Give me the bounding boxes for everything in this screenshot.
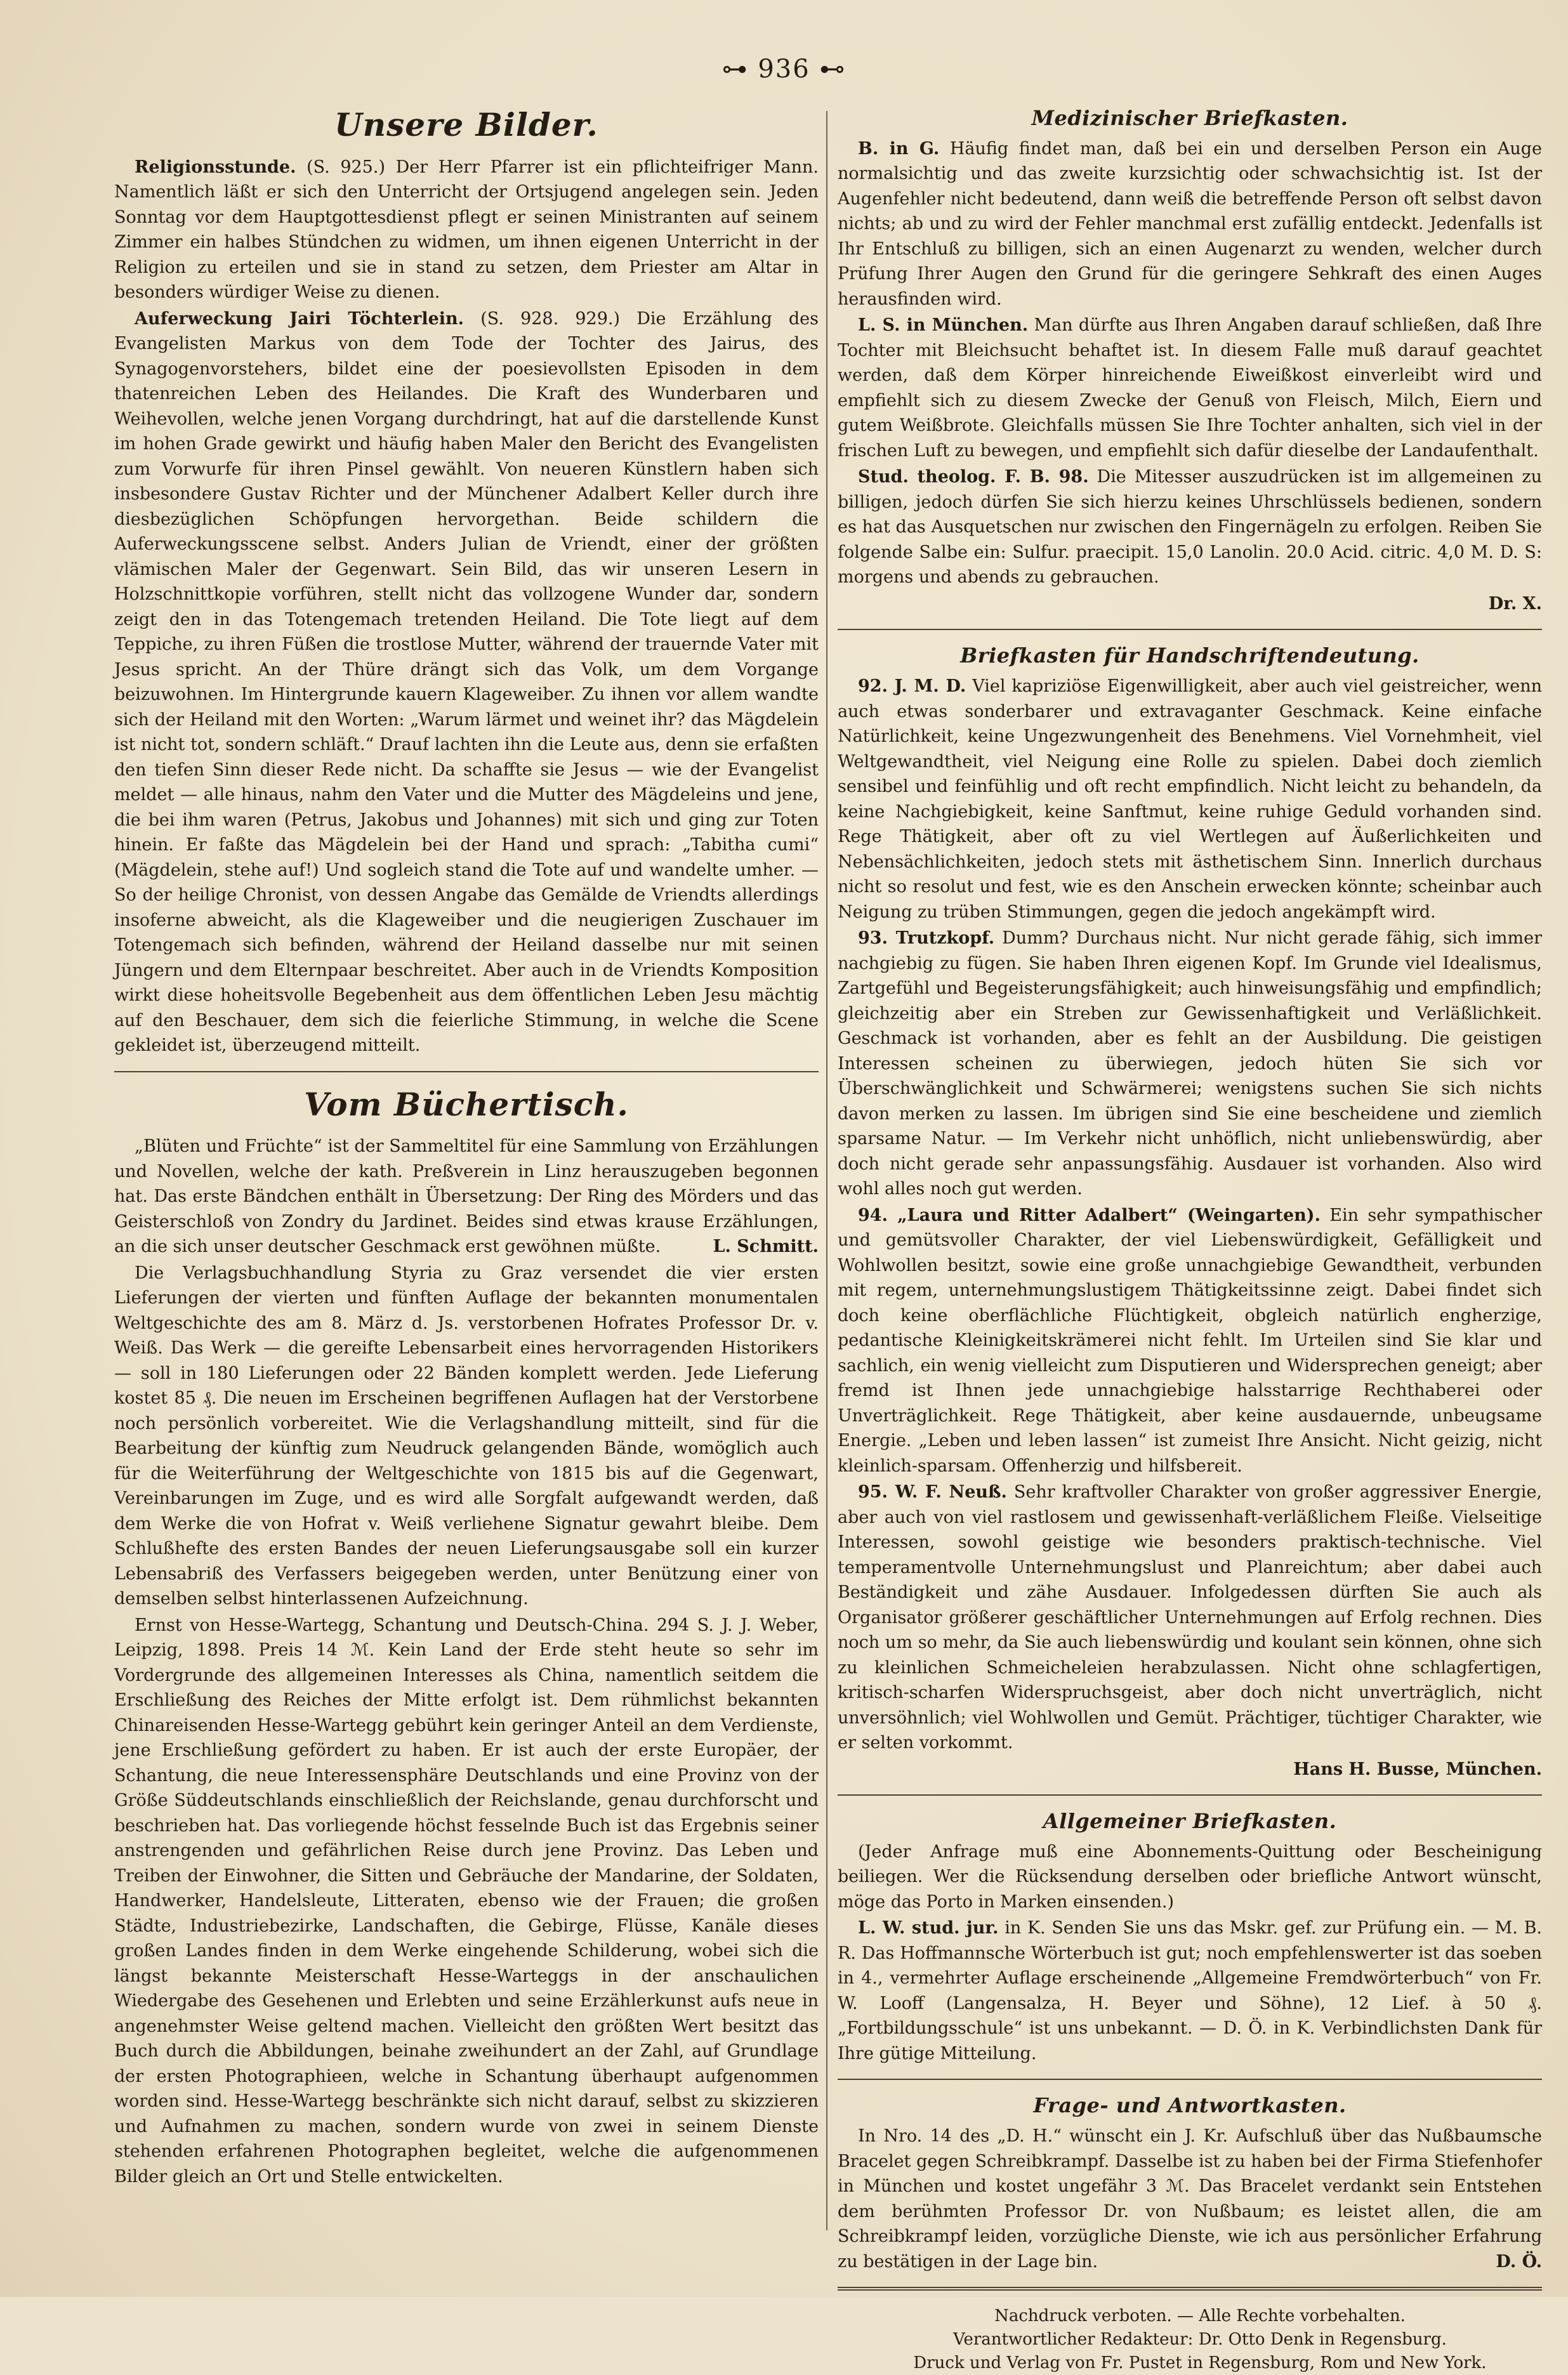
letter-item xyxy=(838,2124,1542,2274)
letter-signature: Dr. X. xyxy=(1488,593,1542,614)
section-title-handschriften: Briefkasten für Handschriftendeutung. xyxy=(960,643,1420,668)
section-divider xyxy=(838,1794,1542,1796)
page-number: ⊶ 936 ⊷ xyxy=(721,55,847,84)
section-title-medizinisch: Medizinischer Briefkasten. xyxy=(1031,106,1348,130)
review-bluten-und-fruchte xyxy=(114,1134,819,1260)
letter-item xyxy=(838,1916,1542,2066)
letter-text: Häufig findet man, daß bei ein und derselben Person ein Auge normalsichtig und das zweite kurzsichtig oder schwachsichtig ist. Ist der Augenfehler nicht bedeutend, dann weiß die betreffende Person oft selbst davon nichts; ab und zu wird der Fehler manchmal erst zufällig entdeckt. Jedenfalls ist Ihr Entschluß zu billigen, sich an einen Augenarzt zu wenden, welcher durch Prüfung Ihrer Augen den Grund für die geringere Sehkraft des einen Auges herausfinden wird. xyxy=(838,138,1543,309)
letter-lead: L. W. stud. jur. xyxy=(858,1918,999,1938)
right-column xyxy=(838,106,1543,2373)
review-text: „Blüten und Früchte“ ist der Sammeltitel für eine Sammlung von Erzählungen und Novellen, welche der kath. Preßverein in Linz herauszugeben begonnen hat. Das erste Bändchen enthält in Übersetzung: Der Ring des Mörders und das Geisterschloß von Zondry du Jardinet. Beides sind etwas krause Erzählungen, an die sich unser deutscher Geschmack erst gewöhnen müßte. xyxy=(114,1136,819,1256)
article-text: (S. 928. 929.) Die Erzählung des Evangelisten Markus von dem Tode der Tochter des Jairus, des Synagogenvorstehers, bildet eine der poesievollsten Episoden in dem thatenreichen Leben des Heilandes. Die Kraft des Wunderbaren und Weihevollen, welche jenen Vorgang durchdringt, hat auf die darstellende Kunst im hohen Grade gewirkt und häufig haben Maler den Bericht des Evangelisten zum Vorwurfe für ihren Pinsel gewählt. Von neueren Künstlern haben sich insbesondere Gustav Richter und der Münchener Adalbert Keller durch ihre diesbezüglichen Schöpfungen hervorgethan. Beide schildern die Auferweckungsscene selbst. Anders Julian de Vriendt, einer der größten vlämischen Maler der Gegenwart. Sein Bild, das wir unseren Lesern in Holzschnittkopie vorführen, stellt nicht das vollzogene Wunder dar, sondern zeigt den in das Totengemach tretenden Heiland. Die Tote liegt auf dem Teppiche, zu ihren Füßen die trostlose Mutter, während der trauernde Vater mit Jesus spricht. An der Thüre drängt sich das Volk, um dem Vorgange beizuwohnen. Im Hintergrunde kauern Klageweiber. Zu ihnen vor allem wandte sich der Heiland mit den Worten: „Warum lärmet und weinet ihr? das Mägdelein ist nicht tot, sondern schläft.“ Drauf lachten ihn die Leute aus, denn sie erfaßten den tiefen Sinn dieser Rede nicht. Da schaffte sie Jesus — wie der Evangelist meldet — alle hinaus, nahm den Vater und die Mutter des Mägdeleins und jene, die bei ihm waren (Petrus, Jakobus und Johannes) mit sich und ging zur Toten hinein. Er faßte das Mägdelein bei der Hand und sprach: „Tabitha cumi“ (Mägdelein, stehe auf!) Und sogleich stand die Tote auf und wandelte umher. — So der heilige Chronist, von dessen Angabe das Gemälde de Vriendts allerdings insoferne abweicht, als die Klageweiber und die neugierigen Zuschauer im Totengemach sich befinden, während der Heiland dasselbe nur mit seinen Jüngern und dem Elternpaar beschreitet. Aber auch in de Vriendts Komposition wirkt diese hoheitsvolle Begebenheit aus dem öffentlichen Leben Jesu mächtig auf den Beschauer, dem sich die feierliche Stimmung, in welche die Scene gekleidet ist, überzeugend mitteilt. xyxy=(114,308,819,1055)
letter-signature: Hans H. Busse, München. xyxy=(1293,1759,1542,1779)
letter-item xyxy=(838,674,1542,924)
letter-item xyxy=(838,313,1542,463)
letter-text: Ein sehr sympathischer und gemütsvoller Charakter, der viel Liebenswürdigkeit, Gefälligkeit und Wohlwollen besitzt, sowie eine große unnachgiebige Gewandtheit, verbunden mit regem, unternehmungslustigem Thätigkeitssinne zeigt. Dabei findet sich doch keine oberflächliche Flüchtigkeit, obgleich natürlich engherzige, pedantische Kleinigkeitskrämerei nicht fehlt. Im Urteilen sind Sie klar und sachlich, ein wenig vielleicht zum Disputieren und Widersprechen geneigt; aber fremd ist Ihnen jede unnachgiebige halsstarrige Rechthaberei oder Unverträglichkeit. Rege Thätigkeit, aber keine ausdauernde, unbeugsame Energie. „Leben und leben lassen“ ist zumeist Ihre Ansicht. Nicht geizig, nicht kleinlich-sparsam. Offenherzig und hilfsbereit. xyxy=(838,1205,1542,1476)
letter-item xyxy=(838,926,1542,1202)
article-lead: Auferweckung Jairi Töchterlein. xyxy=(135,308,464,329)
section-title-buechertisch: Vom Büchertisch. xyxy=(304,1085,629,1123)
letter-text: In Nro. 14 des „D. H.“ wünscht ein J. Kr. Aufschluß über das Nußbaumsche Bracelet gegen Schreibkrampf. Dasselbe ist zu haben bei der Firma Stiefenhofer in München und kostet ungefähr 3 ℳ. Das Bracelet verdankt sein Entstehen dem berühmten Professor Dr. von Nußbaum; es leistet allen, die am Schreibkrampf leiden, vorzügliche Dienste, wie ich aus persönlicher Erfahrung zu bestätigen in der Lage bin. xyxy=(838,2126,1542,2272)
section-divider xyxy=(838,629,1542,630)
letter-item xyxy=(838,136,1542,312)
imprint xyxy=(838,2305,1542,2375)
letter-lead: B. in G. xyxy=(858,138,940,159)
imprint-line: Nachdruck verboten. — Alle Rechte vorbehalten. xyxy=(994,2306,1406,2326)
article-auferweckung xyxy=(114,306,819,1058)
review-weltgeschichte: Die Verlagsbuchhandlung Styria zu Graz versendet die vier ersten Lieferungen der vierten und fünften Auflage der bekannten monumentalen Weltgeschichte des am 8. März d. Js. verstorbenen Hofrates Professor Dr. v. Weiß. Das Werk — die gereifte Lebensarbeit eines hervorragenden Historikers — soll in 180 Lieferungen oder 22 Bänden komplett werden. Jede Lieferung kostet 85 ₰. Die neuen im Erscheinen begriffenen Auflagen hat der Verstorbene noch persönlich vorbereitet. Wie die Verlagshandlung mitteilt, sind für die Bearbeitung der künftig zum Neudruck gelangenden Bände, womöglich auch für die Weiterführung der Weltgeschichte von 1815 bis auf die Gegenwart, Vereinbarungen im Zuge, und es wird alle Sorgfalt aufgewandt werden, daß dem Werke die von Hofrat v. Weiß verliehene Signatur gewahrt bleibe. Dem Schlußhefte des ersten Bandes der neuen Lieferungsausgabe soll ein kurzer Lebensabriß des Verfassers beigegeben werden, unter Benützung einer von demselben selbst hinterlassenen Aufzeichnung. xyxy=(114,1263,819,1609)
letter-lead: 92. J. M. D. xyxy=(858,676,966,697)
section-title-unsere-bilder: Unsere Bilder. xyxy=(334,106,598,143)
footer-divider xyxy=(838,2287,1542,2291)
review-schantung: Ernst von Hesse-Wartegg, Schantung und Deutsch-China. 294 S. J. J. Weber, Leipzig, 1898. Preis 14 ℳ. Kein Land der Erde steht heute so sehr im Vordergrunde des allgemeinen Interesses als China, namentlich seitdem die Erschließung des Reiches der Mitte erfolgt ist. Dem rühmlichst bekannten Chinareisenden Hesse-Wartegg gebührt kein geringer Anteil an dem Verdienste, jene Erschließung gefördert zu haben. Er ist auch der erste Europäer, der Schantung, die neue Interessensphäre Deutschlands und eine Provinz von der Größe Süddeutschlands einschließlich der Reichslande, genau durchforscht und beschrieben hat. Das vorliegende höchst fesselnde Buch ist das Ergebnis seiner anstrengenden und gefährlichen Reise durch jene Provinz. Das Leben und Treiben der Einwohner, die Sitten und Gebräuche der Mandarine, der Soldaten, Handwerker, Handelsleute, Litteraten, ebenso wie der Frauen; die großen Städte, Industriebezirke, Landschaften, die Gebirge, Flüsse, Kanäle dieses großen Landes finden in dem Werke eingehende Schilderung, wobei sich die längst bekannte Meisterschaft Hesse-Warteggs in der anschaulichen Wiedergabe des Gesehenen und Erlebten und seine Erzählerkunst aufs neue in angenehmster Weise geltend machen. Vielleicht den größten Wert besitzt das Buch durch die Abbildungen, beinahe zweihundert an der Zahl, auf Grundlage der ersten Photographieen, welche in Schantung überhaupt aufgenommen worden sind. Hesse-Wartegg beschränkte sich nicht darauf, selbst zu skizzieren und Aufnahmen zu machen, sondern wurde von zwei in seinem Dienste stehenden erfahrenen Photographen begleitet, welche die aufgenommenen Bilder gleich an Ort und Stelle entwickelten. xyxy=(114,1615,819,2187)
section-divider xyxy=(838,2079,1542,2080)
section-title-allgemein: Allgemeiner Briefkasten. xyxy=(1043,1809,1337,1834)
letter-item xyxy=(838,1480,1542,1756)
letter-text: in K. Senden Sie uns das Mskr. gef. zur Prüfung ein. — M. B. R. Das Hoffmannsche Wörterbuch ist gut; noch empfehlenswerter ist das soeben in 4., vermehrter Auflage erscheinende „Allgemeine Fremdwörterbuch“ von Fr. W. Looff (Langensalza, H. Beyer und Söhne), 12 Lief. à 50 ₰. „Fortbildungsschule“ ist uns unbekannt. — D. Ö. in K. Verbindlichsten Dank für Ihre gütige Mitteilung. xyxy=(838,1918,1542,2063)
letter-lead: Stud. theolog. F. B. 98. xyxy=(858,467,1089,487)
letter-lead: 93. Trutzkopf. xyxy=(858,928,995,949)
column-divider xyxy=(826,111,827,2230)
review-signature: L. Schmitt. xyxy=(713,1237,819,1256)
section-title-frage: Frage- und Antwortkasten. xyxy=(1033,2093,1347,2118)
letter-notice: (Jeder Anfrage muß eine Abonnements-Quittung oder Bescheinigung beiliegen. Wer die Rücksendung derselben oder briefliche Antwort wünscht, möge das Porto in Marken einsenden.) xyxy=(838,1841,1542,1912)
letter-lead: 94. „Laura und Ritter Adalbert“ (Weingarten). xyxy=(858,1205,1321,1225)
article-text: (S. 925.) Der Herr Pfarrer ist ein pflichteifriger Mann. Namentlich läßt er sich den Unterricht der Ortsjugend angelegen sein. Jeden Sonntag vor dem Hauptgottesdienst pflegt er seinen Ministranten auf seinem Zimmer ein halbes Stündchen zu widmen, um ihnen eigenen Unterricht in der Religion zu erteilen und sie in stand zu setzen, dem Priester am Altar in besonders würdiger Weise zu dienen. xyxy=(114,157,819,302)
left-column xyxy=(114,107,819,2239)
letter-text: Viel kapriziöse Eigenwilligkeit, aber auch viel geistreicher, wenn auch etwas sonderbarer und extravaganter Geschmack. Keine einfache Natürlichkeit, keine Ungezwungenheit des Benehmens. Viel Vornehmheit, viel Weltgewandtheit, viel Neigung eine Rolle zu spielen. Dabei doch ziemlich sensibel und feinfühlig und oft recht empfindlich. Nicht leicht zu behandeln, da keine Nachgiebigkeit, keine Sanftmut, keine ruhige Geduld vorhanden sind. Rege Thätigkeit, aber oft zu viel Wertlegen auf Äußerlichkeiten und Nebensächlichkeiten, jedoch stets mit ästhetischem Sinn. Innerlich durchaus nicht so resolut und fest, wie es den Anschein erwecken könnte; scheinbar auch Neigung zu trüben Stimmungen, gegen die jedoch angekämpft wird. xyxy=(838,676,1543,922)
section-divider xyxy=(114,1071,819,1072)
letter-signature: D. Ö. xyxy=(1496,2251,1542,2272)
letter-text: Man dürfte aus Ihren Angaben darauf schließen, daß Ihre Tochter mit Bleichsucht behaftet ist. In diesem Falle muß darauf geachtet werden, daß dem Körper hinreichende Eiweißkost einverleibt wird und empfiehlt sich zu diesem Zwecke der Genuß von Fleisch, Milch, Eiern und gutem Weißbrote. Gleichfalls müssen Sie Ihre Tochter anhalten, sich viel in der frischen Luft zu bewegen, und empfiehlt sich dafür dieselbe der Landaufenthalt. xyxy=(838,315,1542,461)
letter-text: Dumm? Durchaus nicht. Nur nicht gerade fähig, sich immer nachgiebig zu fügen. Sie haben Ihren eigenen Kopf. Im Grunde viel Idealismus, Zartgefühl und Begeisterungsfähigkeit; auch hinweisungsfähig und empfindlich; gleichzeitig aber ein Streben zur Gewissenhaftigkeit und Verläßlichkeit. Geschmack ist vorhanden, aber es fehlt an der Ausbildung. Die geistigen Interessen scheinen zu überwiegen, jedoch hüten Sie sich vor Überschwänglichkeit und Schwärmerei; wenigstens suchen Sie sich nichts davon merken zu lassen. Im übrigen sind Sie eine bescheidene und ziemlich sparsame Natur. — Im Verkehr nicht unhöflich, nicht unliebenswürdig, aber doch nicht gerade sehr anpassungsfähig. Ausdauer ist vorhanden. Also wird wohl alles noch gut werden. xyxy=(838,928,1542,1199)
letter-item xyxy=(838,1203,1542,1479)
letter-lead: 95. W. F. Neuß. xyxy=(858,1482,1007,1503)
letter-text: Sehr kraftvoller Charakter von großer aggressiver Energie, aber auch von viel rastlosem und gewissenhaft-verläßlichem Fleiße. Vielseitige Interessen, sowohl geistige wie besonders praktisch-technische. Viel temperamentvolle Unternehmungslust und Planreichtum; aber dabei auch Beständigkeit und zähe Ausdauer. Infolgedessen dürften Sie auch als Organisator größerer geschäftlicher Unternehmungen auf Erfolg rechnen. Dies noch um so mehr, da Sie auch liebenswürdig und koulant sein können, ohne sich zu kleinlichen Schmeicheleien herabzulassen. Nicht ohne schlagfertigen, kritisch-scharfen Widerspruchsgeist, aber doch nicht unverträglich, nicht unversöhnlich; viel Wohlwollen und Gemüt. Prächtiger, tüchtiger Charakter, wie er selten vorkommt. xyxy=(838,1482,1543,1753)
article-religionsstunde xyxy=(114,155,819,305)
letter-text: Die Mitesser auszudrücken ist im allgemeinen zu billigen, jedoch dürfen Sie sich hierzu keines Uhrschlüssels bedienen, sondern es hat das Ausquetschen nur zwischen den Fingernägeln zu erfolgen. Reiben Sie folgende Salbe ein: Sulfur. praecipit. 15,0 Lanolin. 20.0 Acid. citric. 4,0 M. D. S: morgens und abends zu gebrauchen. xyxy=(838,467,1543,588)
imprint-line: Verantwortlicher Redakteur: Dr. Otto Denk in Regensburg. xyxy=(953,2330,1447,2350)
article-lead: Religionsstunde. xyxy=(135,157,296,177)
letter-lead: L. S. in München. xyxy=(858,315,1029,336)
letter-item xyxy=(838,464,1542,590)
imprint-line: Druck und Verlag von Fr. Pustet in Regensburg, Rom und New York. xyxy=(913,2353,1487,2373)
